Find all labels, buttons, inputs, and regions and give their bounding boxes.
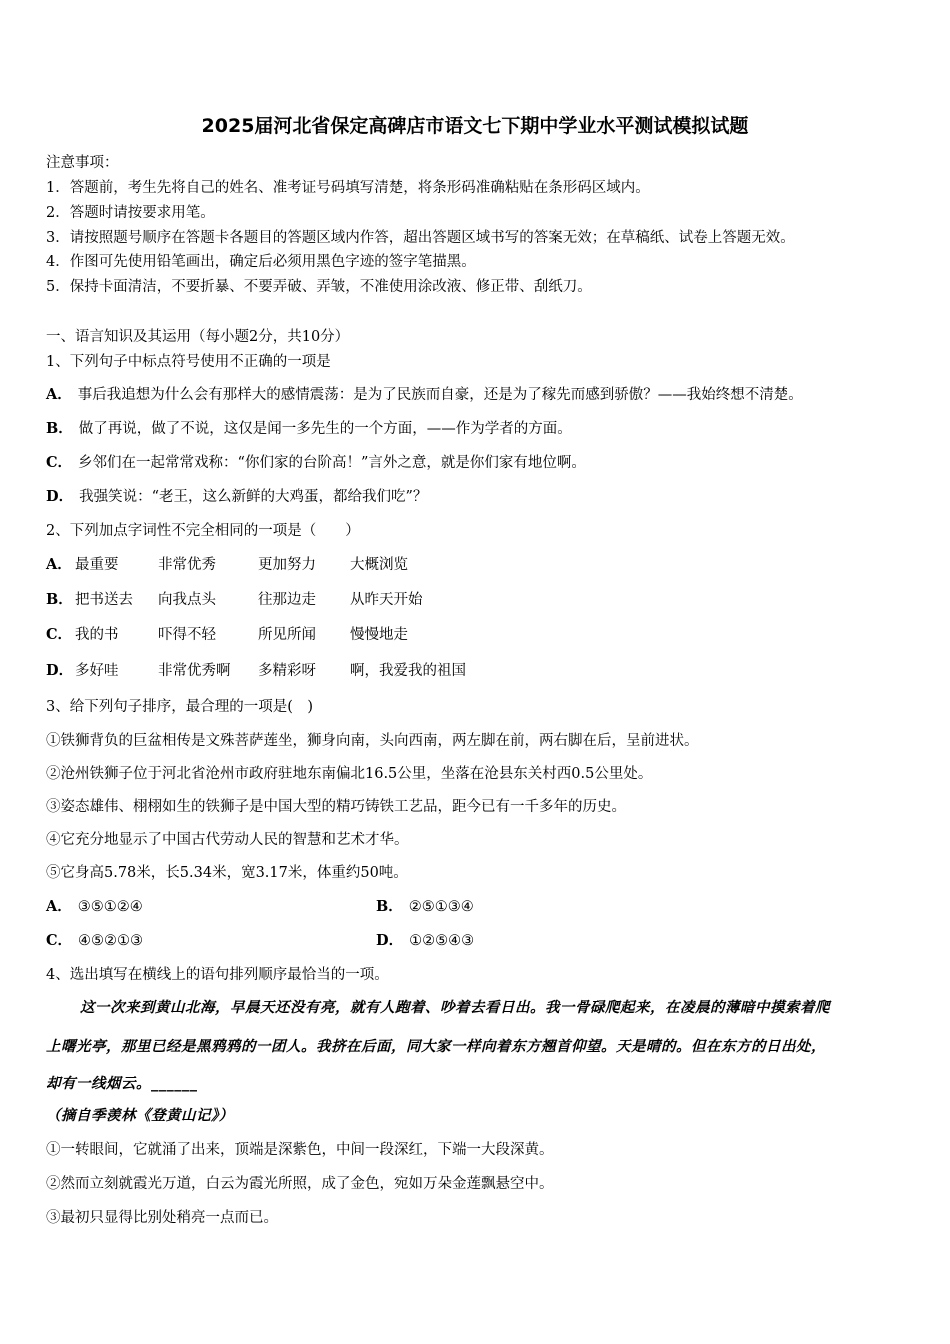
question-2-stem: 2、下列加点字词性不完全相同的一项是（ ） — [46, 523, 360, 539]
option-text: ③⑤①②④ — [77, 899, 143, 915]
word-cell: 更加努力 — [258, 557, 316, 573]
sentence: ①铁狮背负的巨盆相传是文殊菩萨莲坐，狮身向南，头向西南，两左脚在前，两右脚在后，呈前进状。 — [46, 733, 699, 749]
sentence: ②然而立刻就霞光万道，白云为霞光所照，成了金色，宛如万朵金莲飘悬空中。 — [46, 1176, 554, 1192]
option-label: D． — [376, 932, 404, 949]
word-cell: 慢慢地走 — [350, 627, 408, 643]
question-3-stem: 3、给下列句子排序，最合理的一项是( ) — [46, 699, 314, 715]
question-3-option-c — [46, 931, 143, 951]
question-1-option-c — [46, 453, 586, 473]
notice-item: 2．答题时请按要求用笔。 — [46, 205, 215, 221]
option-text: 事后我追想为什么会有那样大的感情震荡：是为了民族而自豪，还是为了稼先而感到骄傲？——我始终想不清楚。 — [77, 387, 803, 403]
sentence: ③姿态雄伟、栩栩如生的铁狮子是中国大型的精巧铸铁工艺品，距今已有一千多年的历史。 — [46, 799, 626, 815]
sentence: ②沧州铁狮子位于河北省沧州市政府驻地东南偏北16.5公里，坐落在沧县东关村西0.5公里处。 — [46, 766, 653, 782]
word-cell: 所见所闻 — [258, 627, 316, 643]
question-3-option-b — [376, 897, 474, 917]
notice-heading: 注意事项： — [46, 155, 119, 171]
option-label: A． — [46, 556, 72, 573]
option-text: ④⑤②①③ — [78, 933, 144, 949]
word-cell: 非常优秀啊 — [158, 663, 231, 679]
sentence: ⑤它身高5.78米，长5.34米，宽3.17米，体重约50吨。 — [46, 865, 408, 881]
passage-line: 这一次来到黄山北海，早晨天还没有亮，就有人跑着、吵着去看日出。我一骨碌爬起来，在凌晨的薄暗中摸索着爬 — [80, 999, 830, 1016]
word-cell: 多好哇 — [75, 663, 119, 679]
passage-source: （摘自季羡林《登黄山记》） — [46, 1107, 234, 1124]
word-cell: 我的书 — [75, 627, 119, 643]
option-text: ①②⑤④③ — [409, 933, 475, 949]
word-cell: 向我点头 — [158, 592, 216, 608]
option-label: A． — [46, 898, 72, 915]
question-1-option-d — [46, 487, 427, 507]
word-cell: 多精彩呀 — [258, 663, 316, 679]
option-label: D． — [46, 662, 74, 679]
word-cell: 往那边走 — [258, 592, 316, 608]
option-text: 做了再说，做了不说，这仅是闻一多先生的一个方面，——作为学者的方面。 — [78, 421, 572, 437]
word-cell: 吓得不轻 — [158, 627, 216, 643]
notice-item: 4．作图可先使用铅笔画出，确定后必须用黑色字迹的签字笔描黑。 — [46, 254, 476, 270]
option-label: B． — [46, 420, 73, 437]
question-1-option-a — [46, 385, 803, 405]
notice-item: 1．答题前，考生先将自己的姓名、准考证号码填写清楚，将条形码准确粘贴在条形码区域内。 — [46, 180, 650, 196]
word-cell: 非常优秀 — [158, 557, 216, 573]
question-1-stem: 1、下列句子中标点符号使用不正确的一项是 — [46, 354, 331, 370]
notice-item: 5．保持卡面清洁，不要折暴、不要弄破、弄皱，不准使用涂改液、修正带、刮纸刀。 — [46, 279, 592, 295]
word-cell: 从昨天开始 — [350, 592, 423, 608]
question-3-option-d — [376, 931, 474, 951]
passage-line: 却有一线烟云。______ — [46, 1075, 198, 1092]
word-cell: 把书送去 — [75, 592, 133, 608]
question-1-option-b — [46, 419, 572, 439]
option-label: C． — [46, 932, 73, 949]
section-heading: 一、语言知识及其运用（每小题2分，共10分） — [46, 329, 350, 345]
option-label: D． — [46, 488, 74, 505]
word-cell: 啊，我爱我的祖国 — [350, 663, 466, 679]
sentence: ③最初只显得比别处稍亮一点而已。 — [46, 1210, 278, 1226]
word-cell: 最重要 — [75, 557, 119, 573]
page-title: 2025届河北省保定高碑店市语文七下期中学业水平测试模拟试题 — [201, 115, 749, 137]
notice-item: 3．请按照题号顺序在答题卡各题目的答题区域内作答，超出答题区域书写的答案无效；在草稿纸、试卷上答题无效。 — [46, 230, 795, 246]
question-4-stem: 4、选出填写在横线上的语句排列顺序最恰当的一项。 — [46, 967, 389, 983]
option-text: ②⑤①③④ — [408, 899, 474, 915]
word-cell: 大概浏览 — [350, 557, 408, 573]
option-label: B． — [376, 898, 403, 915]
passage-line: 上曙光亭，那里已经是黑鸦鸦的一团人。我挤在后面，同大家一样向着东方翘首仰望。天是晴的。但在东方的日出处， — [46, 1038, 826, 1055]
option-label: B． — [46, 591, 73, 608]
sentence: ①一转眼间，它就涌了出来，顶端是深紫色，中间一段深红，下端一大段深黄。 — [46, 1142, 554, 1158]
option-label: C． — [46, 626, 73, 643]
option-label: A． — [46, 386, 72, 403]
option-text: 乡邻们在一起常常戏称：“你们家的台阶高！”言外之意，就是你们家有地位啊。 — [78, 455, 586, 471]
option-text: 我强笑说：“老王，这么新鲜的大鸡蛋，都给我们吃”？ — [79, 489, 428, 505]
question-3-option-a — [46, 897, 143, 917]
sentence: ④它充分地显示了中国古代劳动人民的智慧和艺术才华。 — [46, 832, 409, 848]
option-label: C． — [46, 454, 73, 471]
